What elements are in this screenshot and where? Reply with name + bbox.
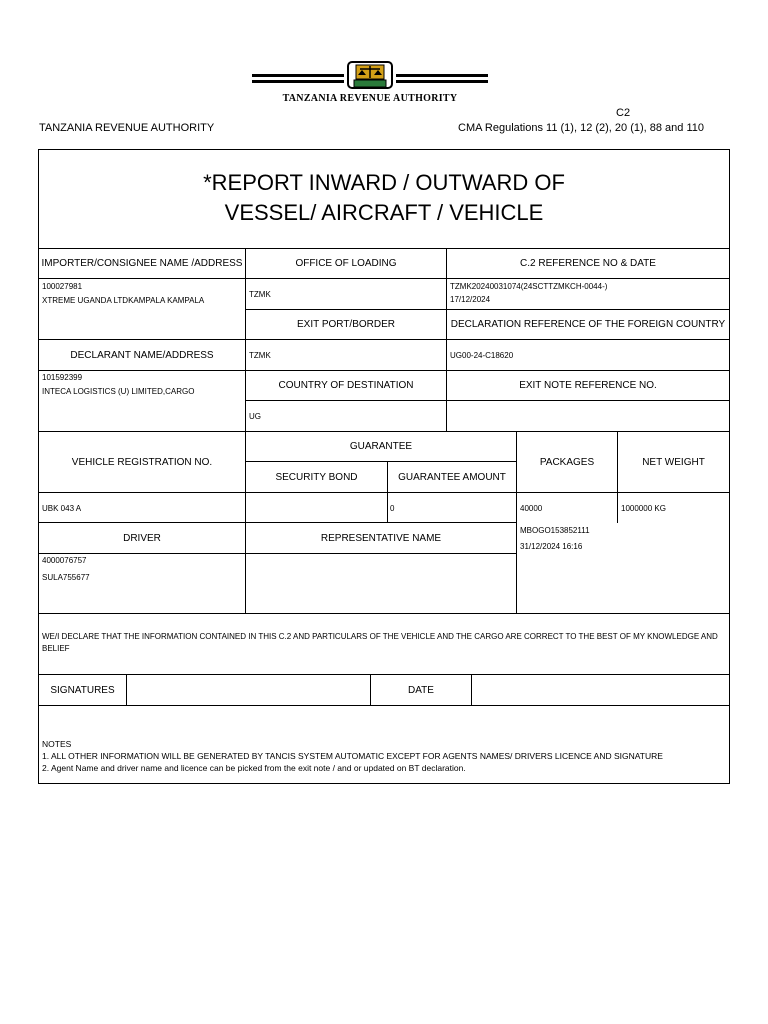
importer-id: 100027981 [42, 282, 83, 291]
notes-section [42, 738, 727, 774]
notes-line-2: 2. Agent Name and driver name and licence can be picked from the exit note / and or updated on BT declaration. [42, 763, 466, 773]
signatures-label: SIGNATURES [50, 684, 115, 696]
driver-label: DRIVER [123, 532, 161, 544]
declarant-id: 101592399 [42, 373, 83, 382]
exit-note-reference-label: EXIT NOTE REFERENCE NO. [519, 380, 657, 391]
grid-line [471, 674, 472, 705]
declaration-reference-foreign-value: UG00-24-C18620 [450, 351, 514, 360]
grid-line [245, 248, 246, 613]
title-line-1: *REPORT INWARD / OUTWARD OF [203, 170, 565, 195]
country-of-destination-label: COUNTRY OF DESTINATION [278, 380, 414, 391]
guarantee-label: GUARANTEE [349, 441, 413, 452]
guarantee-amount-label: GUARANTEE AMOUNT [398, 471, 506, 483]
grid-line [245, 400, 729, 401]
regulations-text: CMA Regulations 11 (1), 12 (2), 20 (1), 88 and 110 [458, 122, 705, 134]
vehicle-registration-label: VEHICLE REGISTRATION NO. [71, 456, 213, 468]
representative-name-label: REPRESENTATIVE NAME [320, 532, 442, 544]
title-line-2: VESSEL/ AIRCRAFT / VEHICLE [224, 200, 544, 225]
office-of-loading-label: OFFICE OF LOADING [295, 258, 397, 269]
tra-logo [252, 60, 488, 106]
packages-label: PACKAGES [539, 456, 595, 468]
notes-line-1: 1. ALL OTHER INFORMATION WILL BE GENERATED BY TANCIS SYSTEM AUTOMATIC EXCEPT FOR AGENTS NAMES/ DRIVERS LICENCE AND SIGNATURE [42, 751, 663, 761]
tra-emblem-icon [252, 60, 488, 94]
declarant-label: DECLARANT NAME/ADDRESS [70, 349, 214, 361]
logo-caption: TANZANIA REVENUE AUTHORITY [282, 93, 458, 104]
driver-licence-value: 4000076757 [42, 556, 87, 565]
declaration-reference-foreign-label: DECLARATION REFERENCE OF THE FOREIGN COUNTRY [450, 319, 726, 330]
grid-line [39, 613, 729, 614]
vehicle-registration-value: UBK 043 A [42, 504, 82, 513]
security-bond-label: SECURITY BOND [275, 471, 358, 483]
notes-heading: NOTES [42, 739, 72, 749]
declarant-name: INTECA LOGISTICS (U) LIMITED,CARGO [42, 387, 195, 396]
grid-line [39, 492, 729, 493]
c2-reference-no: TZMK20240031074(24SCTTZMKCH-0044-) [450, 282, 608, 291]
representative-name-value: MBOGO153852111 [520, 526, 590, 535]
net-weight-value: 1000000 KG [621, 504, 666, 513]
guarantee-amount-value: 0 [390, 504, 395, 513]
representative-date-value: 31/12/2024 16:16 [520, 542, 583, 551]
packages-value: 40000 [520, 504, 543, 513]
form-code: C2 [616, 107, 631, 119]
grid-line [39, 553, 516, 554]
exit-port-value: TZMK [249, 351, 271, 360]
grid-line [126, 674, 127, 705]
grid-line [39, 278, 729, 279]
c2-form [38, 149, 730, 784]
office-of-loading-value: TZMK [249, 290, 271, 299]
form-title [39, 168, 729, 228]
declaration-text: WE/I DECLARE THAT THE INFORMATION CONTAINED IN THIS C.2 AND PARTICULARS OF THE VEHICLE AND THE CARGO ARE CORRECT TO THE BEST OF MY KNOWLEDGE AND BELIEF [42, 632, 718, 653]
c2-reference-label: C.2 REFERENCE NO & DATE [520, 258, 656, 269]
country-of-destination-value: UG [249, 412, 261, 421]
importer-name: XTREME UGANDA LTDKAMPALA KAMPALA [42, 296, 205, 305]
grid-line [39, 705, 729, 706]
c2-reference-date: 17/12/2024 [450, 295, 491, 304]
importer-label: IMPORTER/CONSIGNEE NAME /ADDRESS [41, 258, 243, 269]
exit-port-label: EXIT PORT/BORDER [297, 319, 395, 330]
authority-name: TANZANIA REVENUE AUTHORITY [39, 122, 215, 134]
driver-name-value: SULA755677 [42, 573, 90, 582]
net-weight-label: NET WEIGHT [642, 456, 705, 468]
date-label: DATE [408, 684, 434, 696]
